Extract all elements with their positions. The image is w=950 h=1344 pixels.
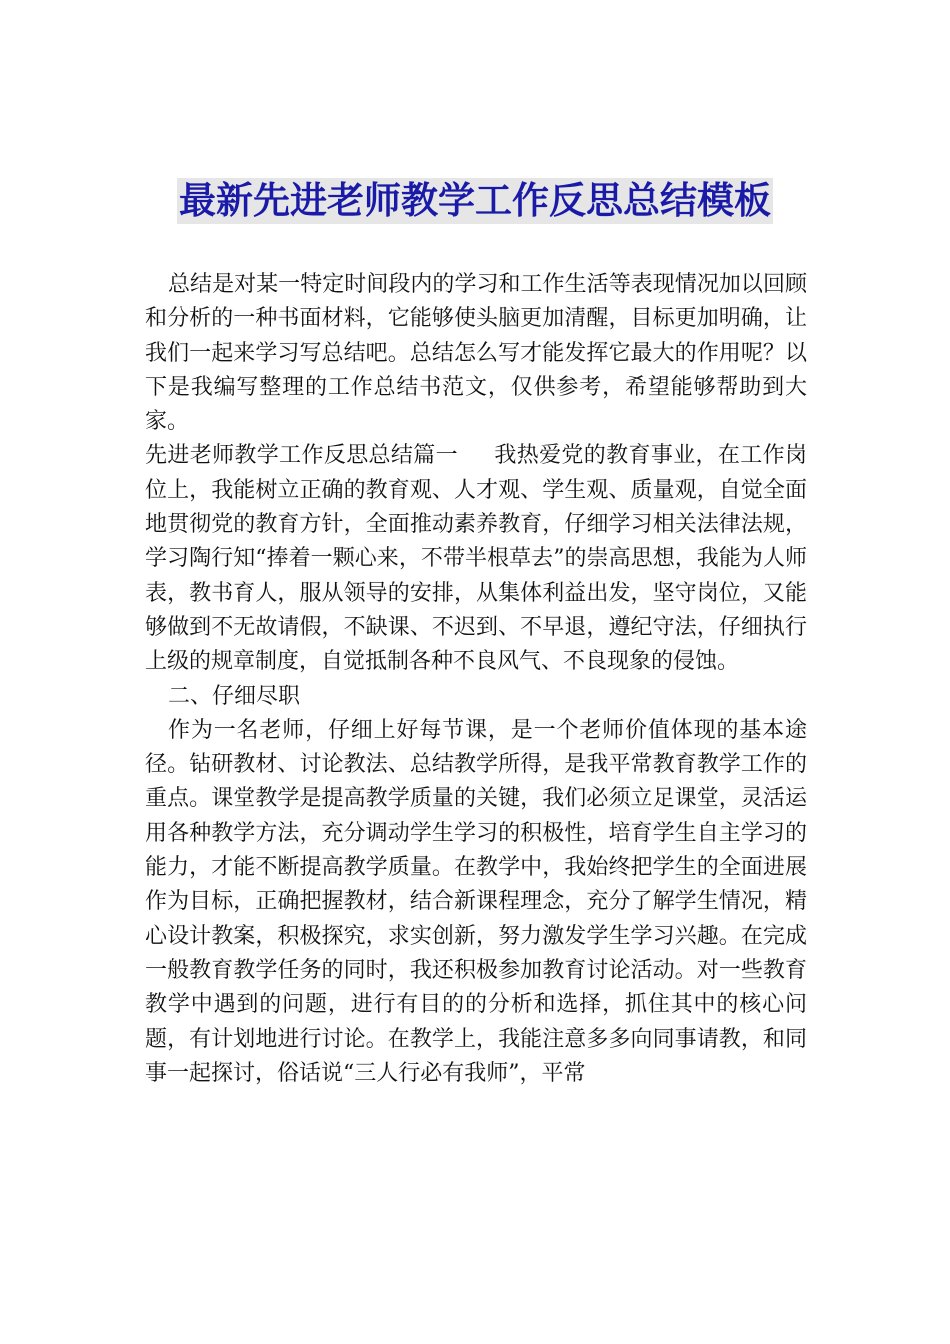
section1-paragraph — [145, 439, 807, 679]
section2-paragraph: 作为一名老师，仔细上好每节课，是一个老师价值体现的基本途径。钻研教材、讨论教法、总结教学所得，是我平常教育教学工作的重点。课堂教学是提高教学质量的关键，我们必须立足课堂，灵活运用各种教学方法，充分调动学生学习的积极性，培育学生自主学习的能力，才能不断提高教学质量。在教学中，我始终把学生的全面进展作为目标，正确把握教材，结合新课程理念，充分了解学生情况，精心设计教案，积极探究，求实创新，努力激发学生学习兴趣。在完成一般教育教学任务的同时，我还积极参加教育讨论活动。对一些教育教学中遇到的问题，进行有目的的分析和选择，抓住其中的核心问题，有计划地进行讨论。在教学上，我能注意多多向同事请教，和同事一起探讨，俗话说“三人行必有我师”，平常 — [145, 717, 807, 1086]
section1-text: 我热爱党的教育事业，在工作岗位上，我能树立正确的教育观、人才观、学生观、质量观，自觉全面地贯彻党的教育方针，全面推动素养教育，仔细学习相关法律法规，学习陶行知“捧着一颗心来，不带半根草去”的崇高思想，我能为人师表，教书育人，服从领导的安排，从集体利益出发，坚守岗位，又能够做到不无故请假，不缺课、不迟到、不早退，遵纪守法，仔细执行上级的规章制度，自觉抵制各种不良风气、不良现象的侵蚀。 — [145, 443, 807, 675]
title-container — [0, 178, 950, 224]
section1-label: 先进老师教学工作反思总结篇一 — [145, 443, 458, 469]
intro-paragraph: 总结是对某一特定时间段内的学习和工作生活等表现情况加以回顾和分析的一种书面材料，它能够使头脑更加清醒，目标更加明确，让我们一起来学习写总结吧。总结怎么写才能发挥它最大的作用呢？以下是我编写整理的工作总结书范文，仅供参考，希望能够帮助到大家。 — [145, 272, 807, 435]
section2-heading: 二、仔细尽职 — [168, 683, 301, 709]
document-body — [145, 268, 807, 1091]
document-title: 最新先进老师教学工作反思总结模板 — [179, 179, 771, 222]
